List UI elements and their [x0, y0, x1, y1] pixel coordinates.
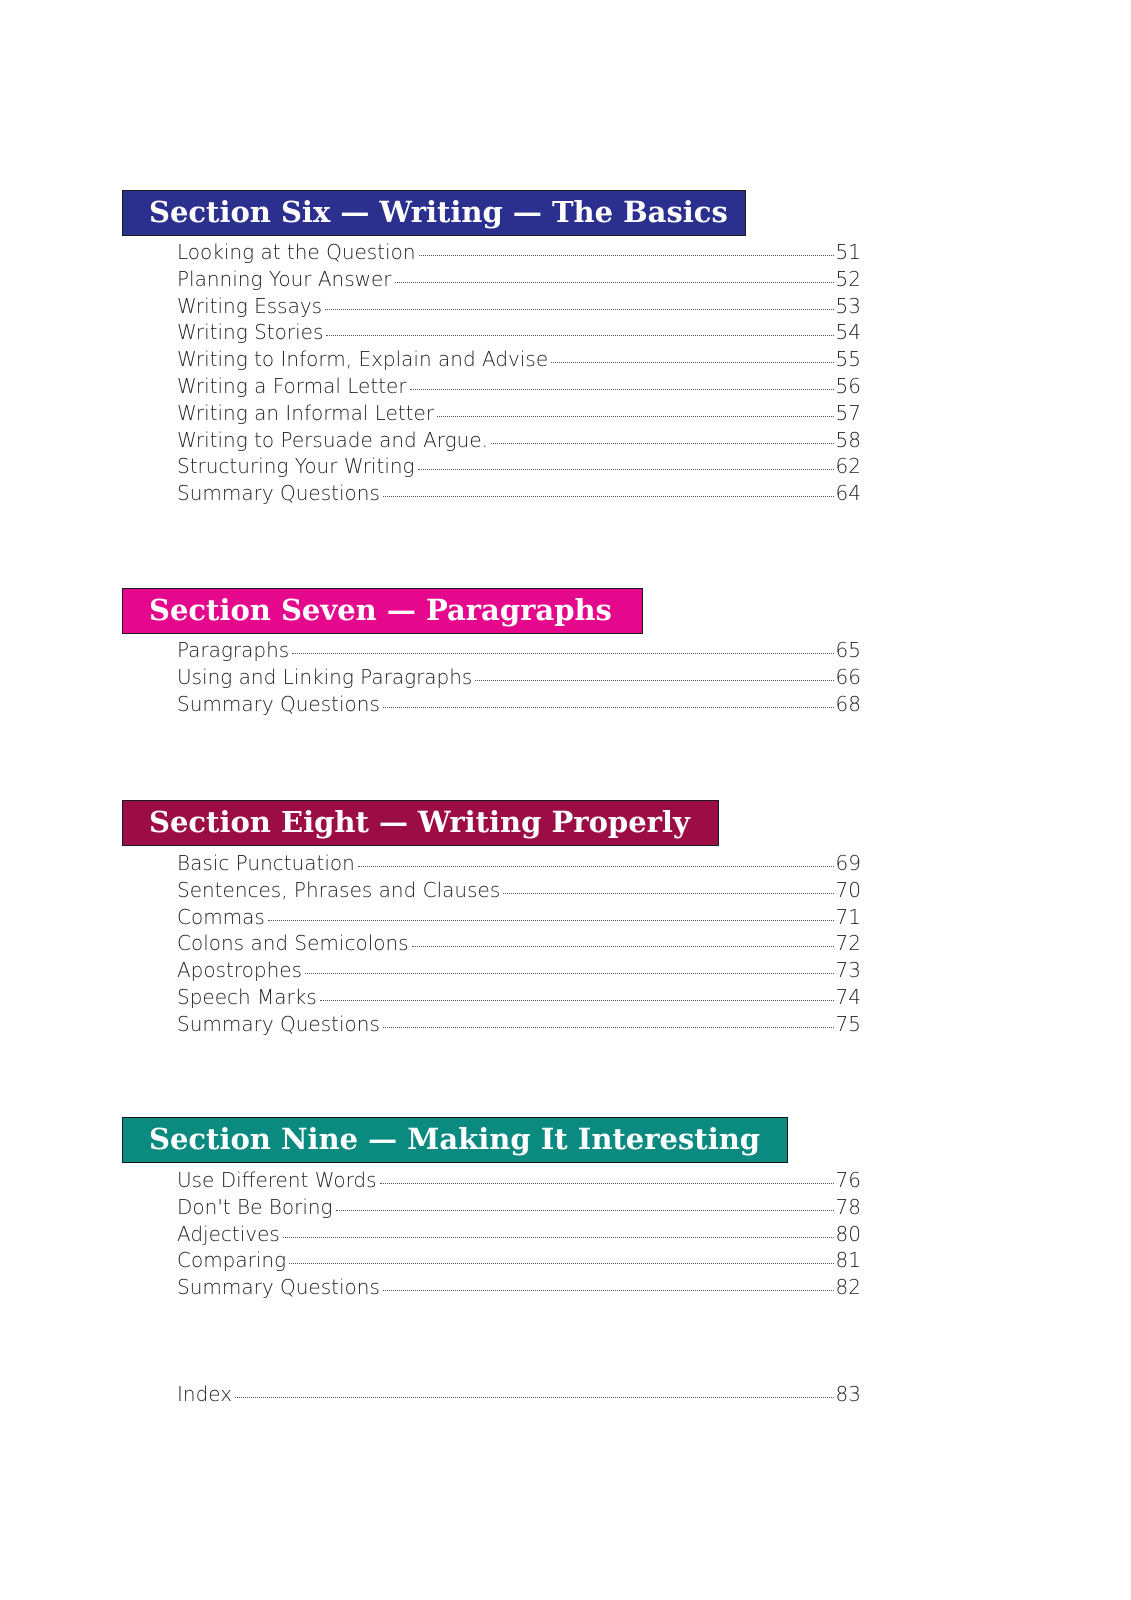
toc-entry[interactable] [177, 1012, 861, 1039]
toc-entry[interactable] [177, 851, 861, 878]
toc-entry-title: Writing an Informal Letter [177, 400, 435, 425]
toc-entry-title: Index [177, 1382, 233, 1406]
toc-entry-title: Sentences, Phrases and Clauses [177, 877, 501, 902]
toc-entry-title: Summary Questions [177, 481, 380, 506]
dot-leader [437, 416, 833, 417]
toc-entry[interactable] [177, 374, 861, 401]
toc-entry-page: 58 [835, 427, 861, 452]
toc-entry[interactable] [177, 1222, 861, 1249]
toc-entry[interactable] [177, 692, 861, 719]
toc-entry-title: Writing Stories [177, 320, 324, 345]
toc-entry-title: Summary Questions [177, 691, 380, 716]
toc-entry-page: 68 [835, 691, 861, 716]
toc-entry-page: 83 [835, 1382, 861, 1406]
toc-entry-page: 66 [835, 664, 861, 689]
dot-leader [325, 309, 833, 310]
dot-leader [419, 255, 834, 256]
toc-entry-title: Colons and Semicolons [177, 931, 409, 956]
toc-entry-title: Commas [177, 904, 265, 929]
dot-leader [551, 362, 833, 363]
toc-entry-page: 55 [835, 347, 861, 372]
toc-entry[interactable] [177, 878, 861, 905]
dot-leader [320, 1000, 834, 1001]
toc-entry-title: Summary Questions [177, 1011, 380, 1036]
toc-entry[interactable] [177, 1248, 861, 1275]
dot-leader [305, 973, 834, 974]
toc-entry-page: 56 [835, 373, 861, 398]
dot-leader [283, 1237, 834, 1238]
toc-entry-page: 80 [835, 1221, 861, 1246]
section-seven-header: Section Seven — Paragraphs [122, 588, 643, 634]
section-eight-header: Section Eight — Writing Properly [122, 800, 719, 846]
dot-leader [395, 282, 834, 283]
section-six-header: Section Six — Writing — The Basics [122, 190, 746, 236]
section-six-entries [177, 240, 861, 508]
toc-entry[interactable] [177, 240, 861, 267]
toc-entry-page: 71 [835, 904, 861, 929]
dot-leader [410, 389, 834, 390]
toc-entry-title: Looking at the Question [177, 240, 416, 264]
toc-entry-page: 52 [835, 266, 861, 291]
dot-leader [326, 335, 833, 336]
dot-leader [289, 1263, 833, 1264]
dot-leader [383, 1027, 834, 1028]
dot-leader [358, 866, 834, 867]
dot-leader [268, 920, 834, 921]
toc-entry-page: 53 [835, 293, 861, 318]
toc-entry-title: Paragraphs [177, 638, 290, 662]
toc-entry-title: Planning Your Answer [177, 266, 392, 291]
toc-entry-title: Summary Questions [177, 1275, 380, 1300]
toc-entry-page: 65 [835, 638, 861, 662]
toc-entry-title: Use Different Words [177, 1168, 377, 1192]
toc-entry-page: 51 [835, 240, 861, 264]
toc-entry[interactable] [177, 905, 861, 932]
toc-entry-title: Writing to Persuade and Argue. [177, 427, 488, 452]
toc-entry-title: Speech Marks [177, 984, 317, 1009]
toc-entry[interactable] [177, 267, 861, 294]
toc-entry-title: Don't Be Boring [177, 1194, 333, 1219]
dot-leader [491, 443, 834, 444]
toc-entry-page: 54 [835, 320, 861, 345]
toc-entry-title: Writing to Inform, Explain and Advise [177, 347, 549, 372]
toc-entry[interactable] [177, 1275, 861, 1302]
toc-entry-title: Adjectives [177, 1221, 280, 1246]
toc-entry[interactable] [177, 481, 861, 508]
dot-leader [383, 1290, 834, 1291]
toc-entry[interactable] [177, 454, 861, 481]
dot-leader [418, 469, 834, 470]
dot-leader [475, 680, 833, 681]
section-nine-header: Section Nine — Making It Interesting [122, 1117, 788, 1163]
section-seven-entries [177, 638, 861, 718]
dot-leader [412, 946, 834, 947]
toc-entry-page: 75 [835, 1011, 861, 1036]
toc-entry[interactable] [177, 294, 861, 321]
toc-entry[interactable] [177, 638, 861, 665]
toc-entry-page: 81 [835, 1248, 861, 1273]
toc-entry-page: 69 [835, 851, 861, 875]
toc-entry-page: 72 [835, 931, 861, 956]
toc-entry-page: 74 [835, 984, 861, 1009]
toc-entry[interactable] [177, 1195, 861, 1222]
toc-entry-page: 57 [835, 400, 861, 425]
dot-leader [383, 707, 834, 708]
toc-entry[interactable] [177, 401, 861, 428]
index-entry-list [177, 1382, 861, 1409]
index-entry[interactable] [177, 1382, 861, 1409]
toc-entry-page: 76 [835, 1168, 861, 1192]
toc-entry-page: 64 [835, 481, 861, 506]
toc-entry[interactable] [177, 958, 861, 985]
toc-entry-page: 73 [835, 958, 861, 983]
section-nine-entries [177, 1168, 861, 1302]
toc-entry-page: 70 [835, 877, 861, 902]
toc-entry[interactable] [177, 1168, 861, 1195]
toc-entry[interactable] [177, 665, 861, 692]
dot-leader [383, 496, 834, 497]
toc-entry[interactable] [177, 428, 861, 455]
toc-entry-page: 78 [835, 1194, 861, 1219]
toc-entry-title: Basic Punctuation [177, 851, 355, 875]
dot-leader [503, 893, 833, 894]
toc-entry-title: Using and Linking Paragraphs [177, 664, 473, 689]
toc-entry-title: Writing Essays [177, 293, 323, 318]
toc-entry[interactable] [177, 931, 861, 958]
toc-entry-title: Writing a Formal Letter [177, 373, 407, 398]
toc-entry-title: Comparing [177, 1248, 287, 1273]
section-eight-entries [177, 851, 861, 1039]
dot-leader [292, 653, 833, 654]
dot-leader [380, 1183, 834, 1184]
toc-entry-title: Apostrophes [177, 958, 302, 983]
toc-entry-page: 82 [835, 1275, 861, 1300]
dot-leader [336, 1210, 834, 1211]
toc-entry-page: 62 [835, 454, 861, 479]
toc-entry[interactable] [177, 985, 861, 1012]
toc-entry[interactable] [177, 347, 861, 374]
toc-entry-title: Structuring Your Writing [177, 454, 415, 479]
toc-entry[interactable] [177, 320, 861, 347]
dot-leader [235, 1397, 833, 1398]
